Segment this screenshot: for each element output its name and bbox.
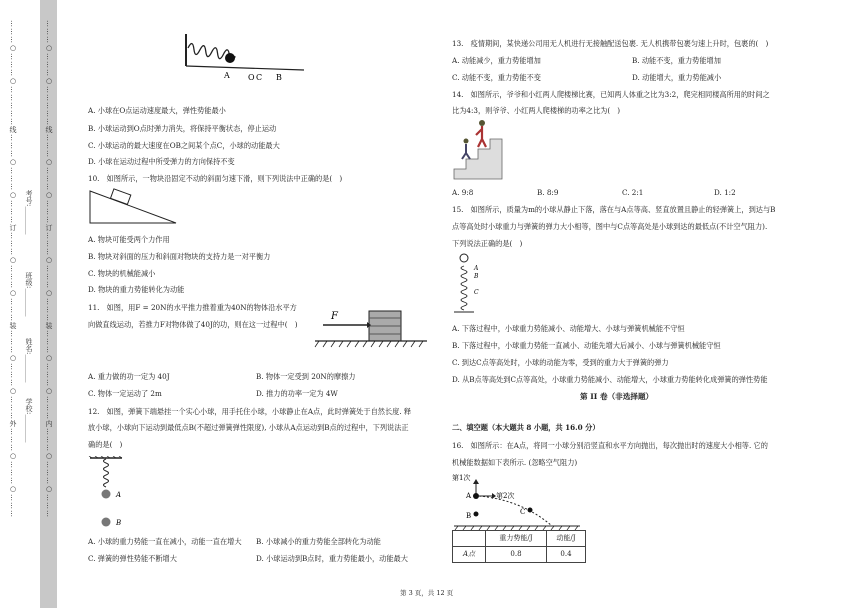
hang-label-a: A — [116, 491, 122, 499]
q10-option-b: B. 物块对斜面的压力和斜面对物块的支持力是一对平衡力 — [88, 252, 271, 261]
q15-option-d: D. 从B点等高处到C点等高处，小球重力势能减小、动能增大，小球重力势能转化成弹簧的弹性势能 — [452, 375, 768, 384]
q9-option-c: C. 小球运动的最大速度在OB之间某个点C，小球的动能最大 — [88, 141, 280, 150]
q10-option-a: A. 物块可能受两个力作用 — [88, 235, 170, 244]
table-header-cell: 重力势能/J — [486, 531, 547, 547]
q13-option-c: C. 动能不变，重力势能不变 — [452, 73, 541, 82]
q16-stem-line2: 机械能数据如下表所示. (忽略空气阻力) — [452, 458, 578, 467]
q14-option-b: B. 8:9 — [537, 188, 559, 197]
vs-label-b: B — [474, 273, 479, 280]
q13-stem: 13. 疫情期间，某快递公司用无人机进行无接触配送包裹. 无人机携带包裹匀速上升时，包裹的( ) — [452, 39, 769, 48]
q11-option-a: A. 重力做的功一定为 40J — [88, 372, 170, 381]
q11-option-b: B. 物体一定受到 20N的摩擦力 — [256, 372, 356, 381]
q13-option-a: A. 动能减少，重力势能增加 — [452, 56, 541, 65]
margin-field-xingming: 姓名:＿＿＿＿ — [25, 338, 33, 383]
q16-stem-line1: 16. 如图所示：在A点，将同一小球分别沿竖直和水平方向抛出，每次抛出时的速度大小相等. 它的 — [452, 441, 768, 450]
margin-field-xuexiao: 学校:＿＿＿＿ — [25, 398, 33, 443]
page-footer: 第 3 页，共 12 页 — [400, 589, 454, 597]
energy-table — [452, 530, 586, 563]
q11-option-c: C. 物体一定运动了 2m — [88, 389, 162, 398]
q15-stem-line1: 15. 如图所示，质量为m的小球从静止下落，落在与A点等高、竖直放置且静止的轻弹簧上，到达与B — [452, 205, 776, 214]
label-a: A — [224, 71, 230, 80]
projectile-figure — [452, 470, 582, 530]
q14-option-d: D. 1:2 — [714, 188, 736, 197]
proj-label-c: C — [520, 508, 526, 516]
q12-stem-line1: 12. 如图，弹簧下端悬挂一个实心小球，用手托住小球，小球静止在A点，此时弹簧处于自然长度. 释 — [88, 407, 412, 416]
q9-option-a: A. 小球在O点运动速度最大，弹性势能最小 — [88, 106, 226, 115]
q12-option-c: C. 弹簧的弹性势能不断增大 — [88, 554, 177, 563]
label-o: O — [248, 73, 255, 82]
q13-option-b: B. 动能不变，重力势能增加 — [632, 56, 721, 65]
q12-option-d: D. 小球运动到B点时，重力势能最小，动能最大 — [256, 554, 408, 563]
vs-label-a: A — [474, 265, 479, 272]
q15-option-c: C. 到达C点等高处时，小球的动能为零，受到的重力大于弹簧的弹力 — [452, 358, 669, 367]
q11-stem-line2: 向做直线运动，若推力F对物体做了40J的功，则在这一过程中( ) — [88, 320, 298, 329]
second-throw-label: 第2次 — [496, 492, 515, 500]
q15-option-a: A. 下落过程中，小球重力势能减小、动能增大、小球与弹簧机械能不守恒 — [452, 324, 685, 333]
proj-label-a: A — [466, 492, 472, 500]
proj-label-b: B — [466, 512, 472, 520]
table-cell: 0.4 — [547, 547, 586, 563]
margin-field-kaohao: 考号:＿＿＿＿ — [25, 190, 33, 235]
q11-option-d: D. 推力的功率一定为 4W — [256, 389, 338, 398]
q9-option-b: B. 小球运动到O点时弹力消失，将保持平衡状态，停止运动 — [88, 124, 277, 133]
q15-stem-line3: 下列说法正确的是( ) — [452, 239, 523, 248]
hang-label-b: B — [116, 519, 122, 527]
binding-margin — [0, 0, 62, 608]
q14-option-a: A. 9:8 — [452, 188, 474, 197]
q14-stem-line2: 比为4:3，则爷爷、小红两人爬楼梯的功率之比为( ) — [452, 106, 621, 115]
section2-title: 二、填空题（本大题共 8 小题，共 16.0 分） — [452, 423, 600, 432]
part2-title: 第 II 卷（非选择题） — [580, 392, 654, 401]
table-header-cell: 动能/J — [547, 531, 586, 547]
q10-option-d: D. 物块的重力势能转化为动能 — [88, 285, 185, 294]
q9-option-d: D. 小球在运动过程中所受弹力的方向保持不变 — [88, 157, 235, 166]
q12-stem-line2: 放小球，小球向下运动到最低点B(不超过弹簧弹性限度), 小球从A点运动到B点的过程中，下列说法正 — [88, 423, 409, 432]
q15-stem-line2: 点等高处时小球重力与弹簧的弹力大小相等，图中与C点等高处是小球到达的最低点(不计空气阻力). — [452, 222, 768, 231]
margin-dots-outer: ………○………○……………线………○………○………订………○………○………装………○………○………外………○………○……… — [9, 20, 17, 518]
force-label: F — [331, 311, 338, 322]
stairs-climbers-figure — [452, 117, 512, 181]
margin-dots-inner: ………○………○……………线………○………○………订………○………○………装………○………○………内………○………○……… — [45, 20, 53, 518]
table-header-row — [453, 531, 586, 547]
label-b: B — [276, 73, 282, 82]
incline-figure — [88, 187, 180, 227]
vertical-spring-figure — [452, 252, 492, 316]
table-cell: A点 — [453, 547, 486, 563]
q12-option-b: B. 小球减小的重力势能全部转化为动能 — [256, 537, 381, 546]
q15-option-b: B. 下落过程中，小球重力势能一直减小、动能先增大后减小、小球与弹簧机械能守恒 — [452, 341, 721, 350]
q14-option-c: C. 2:1 — [622, 188, 644, 197]
q12-stem-line3: 确的是( ) — [88, 440, 123, 449]
margin-field-banji: 班级:＿＿＿＿ — [25, 272, 33, 317]
q10-option-c: C. 物块的机械能减小 — [88, 269, 156, 278]
q13-option-d: D. 动能增大，重力势能减小 — [632, 73, 722, 82]
spring-ball-figure — [184, 30, 314, 82]
table-header-cell — [453, 531, 486, 547]
q10-stem: 10. 如图所示，一物块沿固定不动的斜面匀速下滑，则下列说法中正确的是( ) — [88, 174, 343, 183]
push-block-figure — [313, 305, 429, 353]
q12-option-a: A. 小球的重力势能一直在减小，动能一直在增大 — [88, 537, 242, 546]
label-c: C — [256, 73, 263, 82]
hanging-spring-figure — [88, 456, 148, 530]
table-cell: 0.8 — [486, 547, 547, 563]
table-row — [453, 547, 586, 563]
q11-stem-line1: 11. 如图，用F = 20N的水平推力推着重为40N的物体沿水平方 — [88, 303, 297, 312]
first-throw-label: 第1次 — [452, 474, 471, 482]
q14-stem-line1: 14. 如图所示，爷爷和小红两人爬楼梯比赛，已知两人体重之比为3:2，爬完相同楼高所用的时间之 — [452, 90, 770, 99]
vs-label-c: C — [474, 289, 479, 296]
